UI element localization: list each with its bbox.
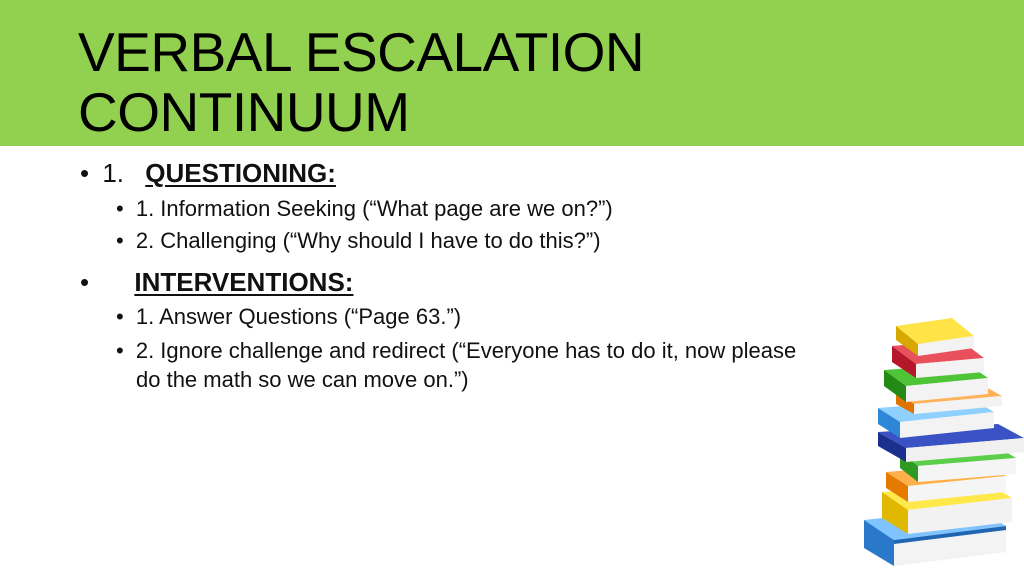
bullet: • xyxy=(116,338,124,363)
section-heading-interventions: INTERVENTIONS: xyxy=(134,267,354,297)
list-item-text: 1. Information Seeking (“What page are we on?”) xyxy=(135,196,613,221)
list-item-text: 2. Challenging (“Why should I have to do this?”) xyxy=(135,228,601,253)
list-item-information-seeking xyxy=(116,195,613,223)
list-item-answer-questions xyxy=(116,303,461,331)
list-item-text: 2. Ignore challenge and redirect (“Everyone has to do it, now please xyxy=(135,338,797,363)
list-item-ignore-challenge-continued xyxy=(136,366,469,394)
slide-title-line-2: CONTINUUM xyxy=(78,81,410,143)
section-questioning xyxy=(80,158,336,188)
section-heading-questioning: QUESTIONING: xyxy=(145,158,336,188)
bullet: • xyxy=(80,158,90,188)
bullet: • xyxy=(80,267,90,297)
slide-title-line-1: VERBAL ESCALATION xyxy=(78,21,645,83)
list-item-challenging xyxy=(116,227,601,255)
list-item-text: do the math so we can move on.”) xyxy=(136,367,469,392)
list-item-ignore-challenge xyxy=(116,337,796,365)
bullet: • xyxy=(116,228,124,253)
list-item-text: 1. Answer Questions (“Page 63.”) xyxy=(135,304,462,329)
section-interventions xyxy=(80,267,353,297)
books-stack-icon xyxy=(856,312,1024,576)
bullet: • xyxy=(116,196,124,221)
section-number: 1. xyxy=(102,158,125,188)
bullet: • xyxy=(116,304,124,329)
